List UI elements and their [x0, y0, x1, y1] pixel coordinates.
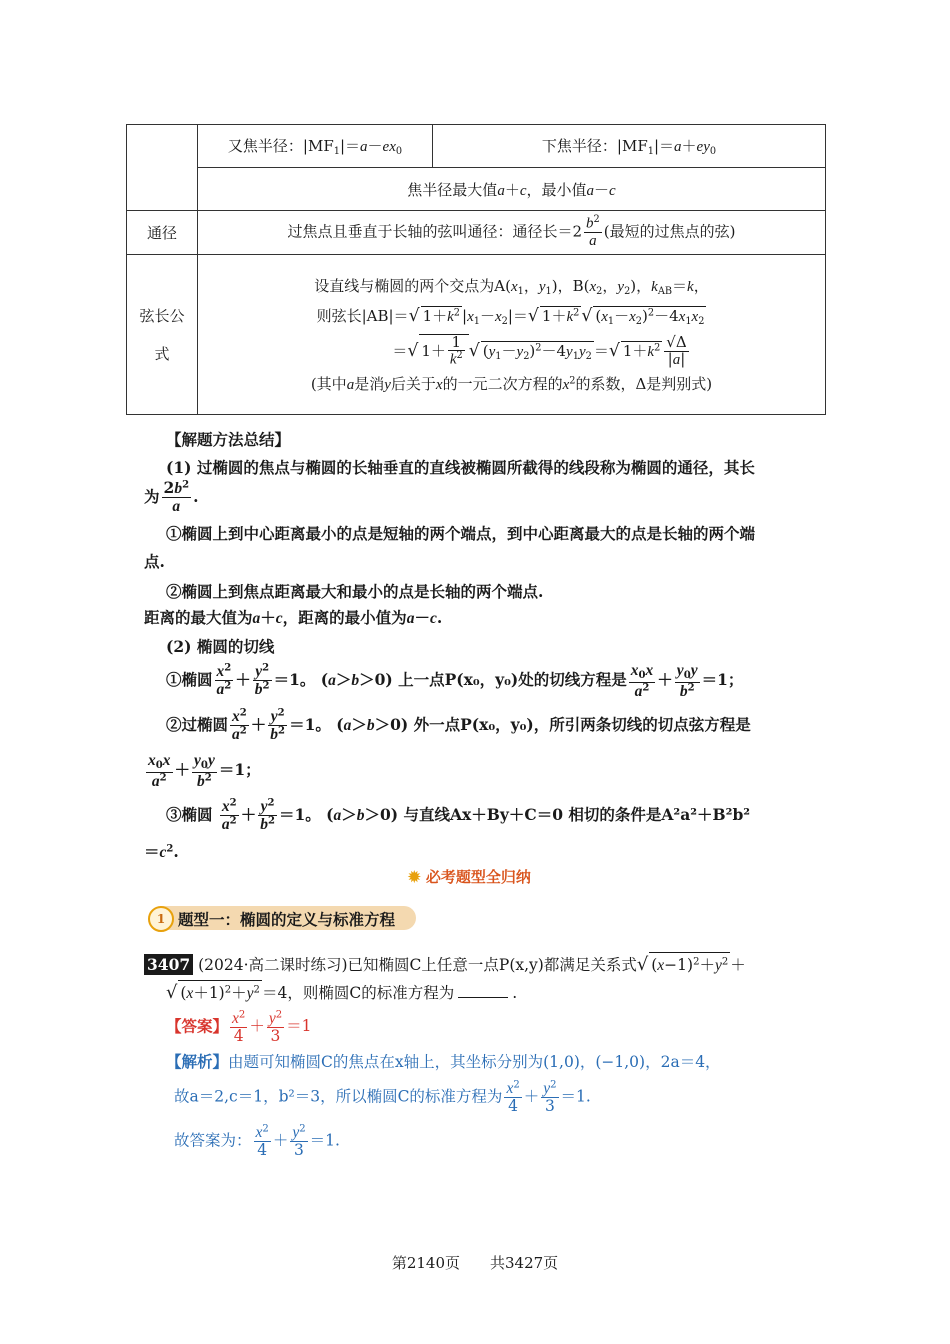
analysis-line-2: 故a＝2,c＝1，b²＝3，所以椭圆C的标准方程为 $\frac{x^2}{4}$ ＋ $\frac{y^2}{3}$ ＝1.	[174, 1079, 591, 1116]
table-empty-cell	[127, 125, 198, 211]
sun-icon: ✹	[408, 868, 421, 886]
tangent-line-1: ①椭圆 $\frac{x^2}{a^2}$ ＋ $\frac{y^2}{b^2}$ ＝1。 (a＞b＞0) 上一点P(x₀，y₀)处的切线方程是 $\frac{x_0x}{a^2}$ ＋ $\frac{y_0y}{b^2}$ ＝1；	[166, 662, 744, 700]
answer-blank	[458, 997, 508, 998]
latus-rectum-cell: 过焦点且垂直于长轴的弦叫通径：通径长＝2 $\frac{b^2}{a}$ (最短的过焦点的弦)	[198, 211, 826, 255]
focal-radius-range-cell: 焦半径最大值a＋c，最小值a－c	[198, 168, 826, 211]
page-footer: 第2140页 共3427页	[391, 1254, 559, 1272]
analysis-line-3: 故答案为： $\frac{x^2}{4}$ ＋ $\frac{y^2}{3}$ ＝1.	[174, 1123, 340, 1160]
summary-p5: (2) 椭圆的切线	[166, 637, 275, 656]
summary-p3: ②椭圆上到焦点距离最大和最小的点是长轴的两个端点.	[166, 582, 544, 601]
summary-p1-cont: 为 $\frac{2b^2}{a}$ .	[144, 478, 199, 516]
tangent-line-2: ②过椭圆 $\frac{x^2}{a^2}$ ＋ $\frac{y^2}{b^2}$ ＝1。 (a＞b＞0) 外一点P(x₀，y₀)，所引两条切线的切点弦方程是	[166, 707, 751, 744]
section-banner: ✹ 必考题型全归纳	[408, 868, 531, 886]
type-number-badge: 1	[148, 906, 174, 932]
type-title: 题型一：椭圆的定义与标准方程	[178, 910, 396, 929]
summary-p4: 距离的最大值为a＋c，距离的最小值为a－c.	[144, 608, 443, 627]
summary-p1: (1) 过椭圆的焦点与椭圆的长轴垂直的直线被椭圆所截得的线段称为椭圆的通径，其长	[166, 458, 755, 477]
summary-p2: ①椭圆上到中心距离最小的点是短轴的两个端点，到中心距离最大的点是长轴的两个端	[166, 524, 756, 543]
analysis-line-1: 【解析】由题可知椭圆C的焦点在x轴上，其坐标分别为(1,0)，(−1,0)，2a＝4，	[166, 1052, 721, 1071]
latus-rectum-label: 通径	[127, 211, 198, 255]
problem-number: 3407	[144, 954, 193, 975]
tangent-line-2-cont: $\frac{x_0x}{a^2}$ ＋ $\frac{y_0y}{b^2}$ ＝1；	[148, 752, 261, 790]
summary-p2-cont: 点.	[144, 552, 165, 571]
problem-statement-cont: √ $(x+1)^2+y^2 =4$，则椭圆C的标准方程为 .	[166, 982, 518, 1003]
chord-length-cell: 设直线与椭圆的两个交点为$A(x_1$，$y_1$)，$B(x_2$，$y_2$)，$k_{AB}=k$， 则弦长|AB|＝√ $1+k^2$ $|x_1-x_2|=√$ $1+k^2$ √ $(x_1-x_2)^2-4x_1x_2$ ＝√ 1＋ $\frac{1}{k^2}$ √ $(y_1-y_2)^2-4y_1y_2$ ＝√ $1+k^2$ $\frac{√\Delta}{|a|}$ (其中a是消y后关于x的一元二次方程的$x^2$的系数，Δ是判别式)	[198, 255, 826, 415]
tangent-line-3: ③椭圆 $\frac{x^2}{a^2}$ ＋ $\frac{y^2}{b^2}$ ＝1。 (a＞b＞0) 与直线Ax＋By＋C＝0 相切的条件是A²a²＋B²b²	[166, 797, 751, 834]
answer-line: 【答案】 $\frac{x^2}{4}$ ＋ $\frac{y^2}{3}$ ＝1	[166, 1009, 312, 1046]
lower-focal-radius-cell: 下焦半径：$|MF_1|=a+ey_0$	[433, 125, 826, 168]
ellipse-properties-table	[126, 124, 826, 415]
question-type-heading	[146, 903, 416, 933]
upper-focal-radius-cell: 又焦半径：$|MF_1|=a-ex_0$	[198, 125, 433, 168]
summary-heading: 【解题方法总结】	[166, 430, 291, 449]
tangent-line-3-cont: $=c^2$.	[144, 842, 179, 861]
chord-length-label: 弦长公 式	[127, 255, 198, 415]
problem-statement: 3407 (2024·高二课时练习)已知椭圆C上任意一点P(x,y)都满足关系式√ $(x-1)^2+y^2$ ＋	[144, 952, 746, 975]
